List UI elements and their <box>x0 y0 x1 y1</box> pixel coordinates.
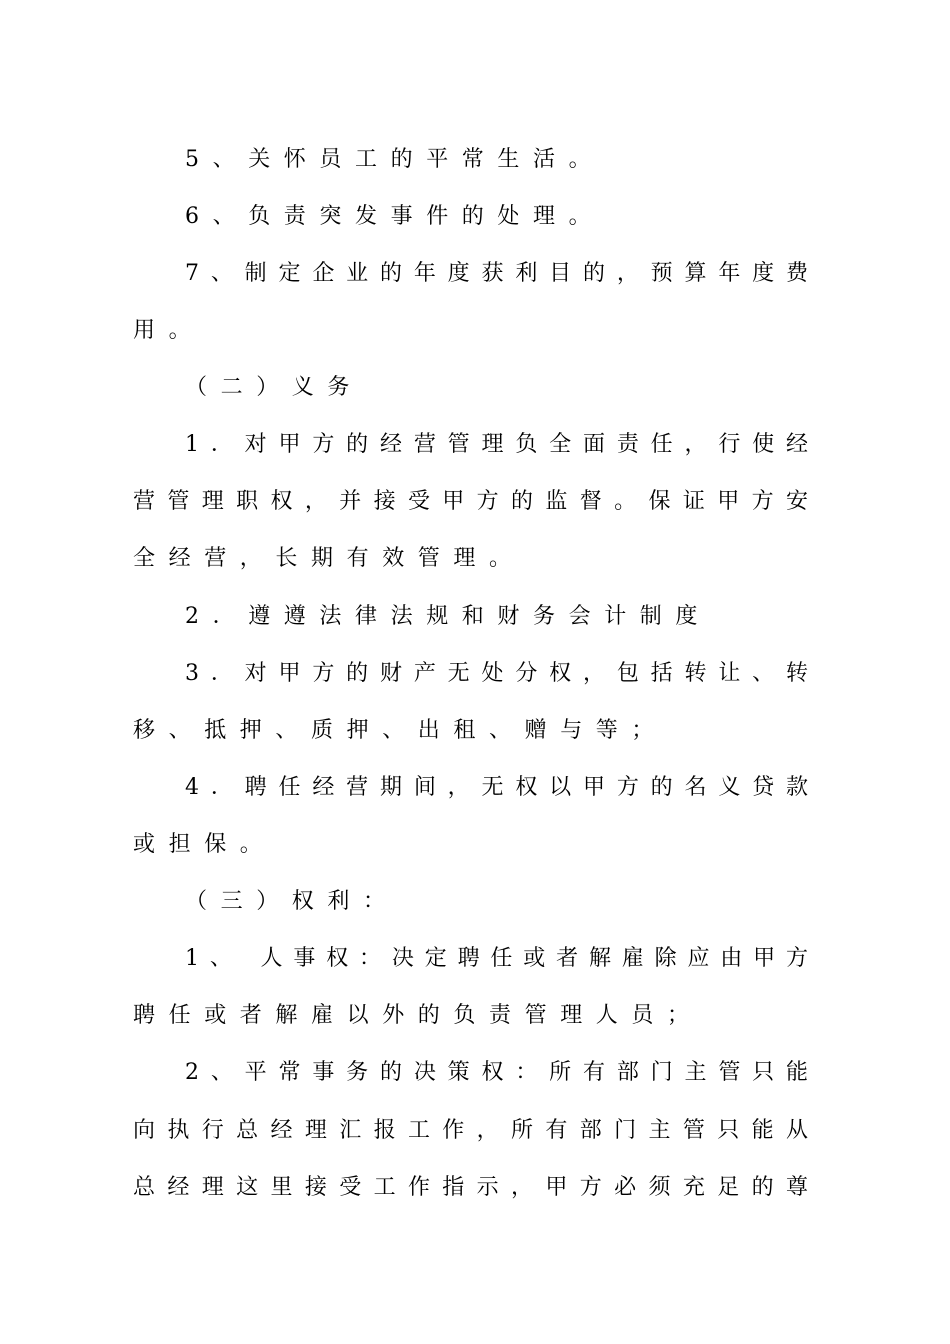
paragraph-line: 1．对甲方的经营管理负全面责任，行使经 <box>185 432 808 457</box>
paragraph-line: 6、负责突发事件的处理。 <box>185 204 605 229</box>
paragraph-line: 2、平常事务的决策权：所有部门主管只能 <box>185 1060 808 1085</box>
paragraph-line: 向执行总经理汇报工作，所有部门主管只能从 <box>133 1118 808 1143</box>
paragraph-line: 聘任或者解雇以外的负责管理人员； <box>133 1003 703 1028</box>
paragraph-line: 1、 人事权：决定聘任或者解雇除应由甲方 <box>185 946 808 971</box>
paragraph-line: 营管理职权，并接受甲方的监督。保证甲方安 <box>133 489 808 514</box>
paragraph-line: 全经营，长期有效管理。 <box>133 546 525 571</box>
paragraph-line: 2．遵遵法律法规和财务会计制度 <box>185 604 711 629</box>
paragraph-line: 或担保。 <box>133 832 276 857</box>
paragraph-line: 5、关怀员工的平常生活。 <box>185 147 605 172</box>
paragraph-line: 7、制定企业的年度获利目的，预算年度费 <box>185 261 808 286</box>
paragraph-line: 总经理这里接受工作指示，甲方必须充足的尊 <box>133 1175 808 1200</box>
paragraph-line: 4．聘任经营期间，无权以甲方的名义贷款 <box>185 775 808 800</box>
section-heading: （三）权利： <box>185 889 399 914</box>
paragraph-line: 用。 <box>133 318 205 343</box>
paragraph-line: 移、抵押、质押、出租、赠与等； <box>133 718 668 743</box>
section-heading: （二）义务 <box>185 375 364 400</box>
paragraph-line: 3．对甲方的财产无处分权，包括转让、转 <box>185 661 808 686</box>
